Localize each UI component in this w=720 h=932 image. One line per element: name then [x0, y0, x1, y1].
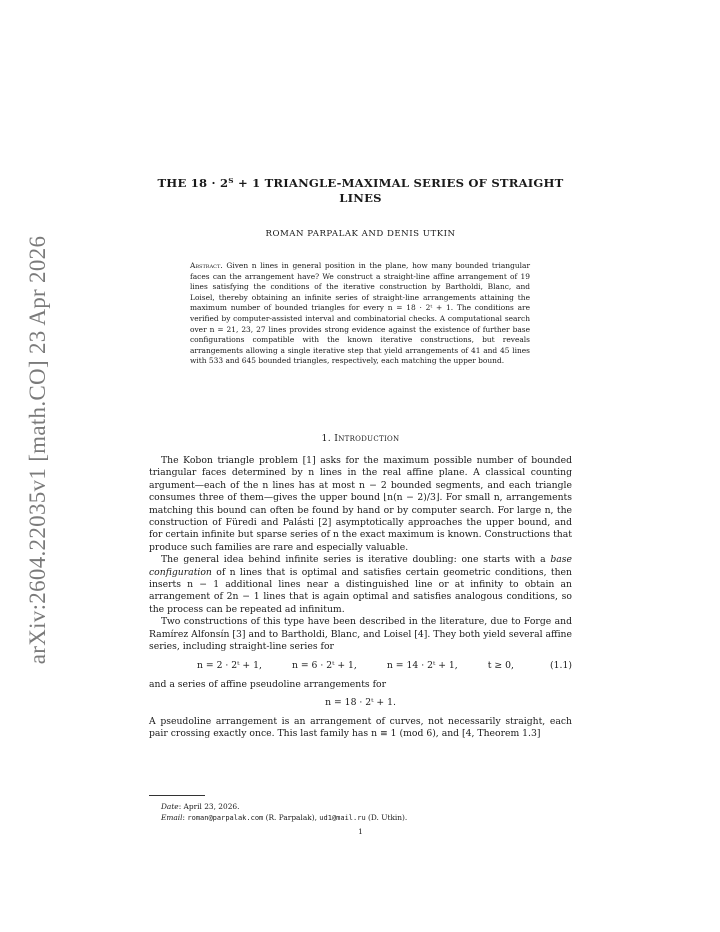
paragraph-2: [149, 554, 572, 616]
footnotes: [161, 801, 571, 824]
email-label: Email: [161, 813, 183, 822]
email-owner-2: (D. Utkin).: [365, 813, 408, 822]
date-label: Date: [161, 802, 179, 811]
title-line-1: THE 18 · 2ᵀ + 1 TRIANGLE-MAXIMAL SERIES OF STRAIGHT: [157, 176, 564, 190]
paragraph-2-part-a: The general idea behind infinite series is iterative doubling: one starts with a: [161, 554, 551, 566]
abstract-text: Given n lines in general position in the plane, how many bounded triangular faces can the arrangement have? We construct a straight-line affine arrangement of 19 lines satisfying the conditions of the iterative construction by Bartholdi, Blanc, and Loisel, thereby obtaining an infinite series of straight-line arrangements attaining the maximum number of bounded triangles for every n = 18 · 2ᵗ + 1. The conditions are verified by computer-assisted interval and combinatorial checks. A computational search over n = 21, 23, 27 lines provides strong evidence against the existence of further base configurations compatible with the known iterative constructions, but reveals arrangements allowing a single iterative step that yield arrangements of 41 and 45 lines with 533 and 645 bounded triangles, respectively, each matching the upper bound.: [190, 261, 530, 366]
equation-term-d: t ≥ 0,: [487, 659, 514, 671]
footnote-date: [161, 801, 571, 812]
equation-term-c: n = 14 · 2ᵗ + 1,: [386, 659, 458, 671]
arxiv-sidebar: [18, 235, 58, 665]
paragraph-4: and a series of affine pseudoline arrangements for: [149, 678, 387, 690]
date-value: : April 23, 2026.: [178, 802, 240, 811]
body-text: [149, 455, 572, 741]
footnote-rule: [149, 795, 205, 796]
abstract: [190, 261, 530, 367]
equation-number: (1.1): [550, 659, 572, 671]
paper-authors: ROMAN PARPALAK AND DENIS UTKIN: [265, 229, 456, 239]
arxiv-identifier: arXiv:2604.22035v1 [math.CO] 23 Apr 2026: [25, 235, 50, 665]
paragraph-3: Two constructions of this type have been described in the literature, due to Forge and Ramírez Alfonsín [3] and to Bartholdi, Blanc, and Loisel [4]. They both yield several affine series, including straight-line series for: [149, 616, 572, 653]
title-line-2: LINES: [339, 191, 382, 205]
equation-term-a: n = 2 · 2ᵗ + 1,: [197, 659, 262, 671]
equation-1-1: [149, 654, 572, 679]
abstract-label: Abstract.: [190, 261, 223, 270]
email-owner-1: (R. Parpalak),: [263, 813, 320, 822]
page-number: 1: [358, 827, 363, 836]
equation-term-b: n = 6 · 2ᵗ + 1,: [291, 659, 357, 671]
footnote-email: Email: roman@parpalak.com (R. Parpalak), ud1@mail.ru (D. Utkin).: [161, 813, 408, 822]
paragraph-1: The Kobon triangle problem [1] asks for the maximum possible number of bounded triangular faces determined by n lines in the real affine plane. A classical counting argument—each of the n lines has at most n − 2 bounded segments, and each triangle consumes three of them—gives the upper bound ⌊n(n − 2)/3⌋. For small n, arrangements matching this bound can often be found by hand or by computer search. For large n, the construction of Füredi and Palásti [2] asymptotically approaches the upper bound, and for certain infinite but sparse series of n the exact maximum is known. Constructions that produce such families are rare and especially valuable.: [149, 455, 572, 553]
paragraph-5: A pseudoline arrangement is an arrangement of curves, not necessarily straight, each pair crossing exactly once. This last family has n ≡ 1 (mod 6), and [4, Theorem 1.3]: [149, 715, 572, 740]
paper-title: [149, 176, 572, 206]
email-link-2[interactable]: ud1@mail.ru: [319, 814, 366, 822]
paragraph-2-part-b: of n lines that is optimal and satisfies certain geometric conditions, then inserts n − 1 additional lines near a distinguished line or at infinity to obtain an arrangement of 2n − 1 lines that is again optimal and satisfies analogous conditions, so the process can be repeated ad infinitum.: [149, 566, 572, 615]
equation-2: [149, 691, 572, 716]
equation-2-text: n = 18 · 2ᵗ + 1.: [325, 697, 396, 709]
email-link-1[interactable]: roman@parpalak.com: [187, 814, 264, 822]
section-heading-introduction: 1. Introduction: [321, 433, 400, 444]
paragraph-2-emphasis: base configuration: [149, 554, 572, 578]
